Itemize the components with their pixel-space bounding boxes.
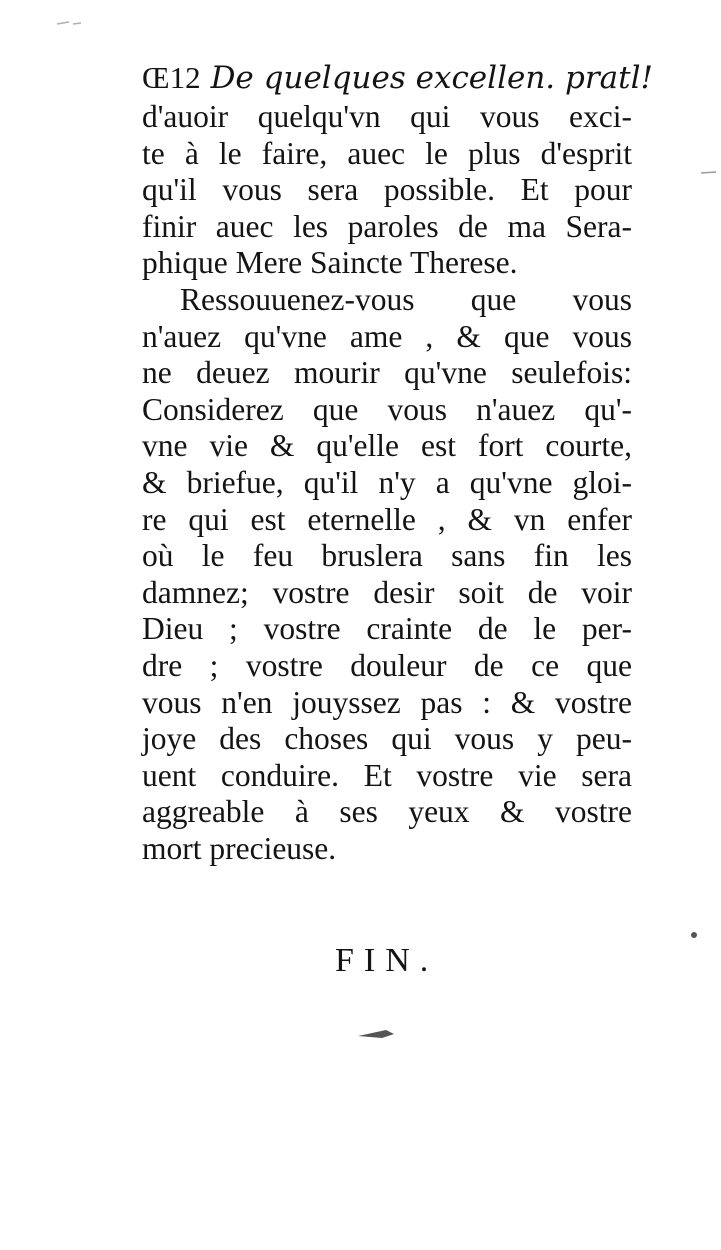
page-number: Œ12 [142, 60, 201, 95]
text-line: vne vie & qu'elle est fort courte, [142, 428, 632, 464]
body-text [142, 99, 632, 867]
text-line: joye des choses qui vous y peu- [142, 721, 632, 757]
text-line: qu'il vous sera possible. Et pour [142, 172, 632, 208]
speck-mark [55, 18, 85, 30]
text-line: n'auez qu'vne ame , & que vous [142, 318, 632, 354]
text-line: uent conduire. Et vostre vie sera [142, 757, 632, 793]
text-line: où le feu bruslera sans fin les [142, 538, 632, 574]
text-line: finir auec les paroles de ma Sera- [142, 208, 632, 244]
text-line: damnez; vostre desir soit de voir [142, 574, 632, 610]
text-line: & briefue, qu'il n'y a qu'vne gloi- [142, 464, 632, 500]
running-title: De quelques excellen. pratl! [210, 60, 653, 96]
text-line: dre ; vostre douleur de ce que [142, 647, 632, 683]
text-line: aggreable à ses yeux & vostre [142, 794, 632, 830]
ornament-mark [356, 1022, 396, 1044]
end-mark: FIN. [335, 942, 439, 979]
text-line: mort precieuse. [142, 830, 337, 866]
text-line: te à le faire, auec le plus d'esprit [142, 135, 632, 171]
text-line: ne deuez mourir qu'vne seulefois: [142, 355, 632, 391]
text-line: vous n'en jouyssez pas : & vostre [142, 684, 632, 720]
text-line: re qui est eternelle , & vn enfer [142, 501, 632, 537]
speck-mark [688, 928, 700, 942]
text-line: Ressouuenez-vous que vous [180, 281, 632, 317]
text-line: phique Mere Saincte Therese. [142, 245, 518, 281]
text-line: d'auoir quelqu'vn qui vous exci- [142, 99, 632, 134]
text-line: Considerez que vous n'auez qu'- [142, 391, 632, 427]
running-header [142, 60, 653, 96]
speck-mark [700, 168, 718, 178]
text-line: Dieu ; vostre crainte de le per- [142, 611, 632, 647]
